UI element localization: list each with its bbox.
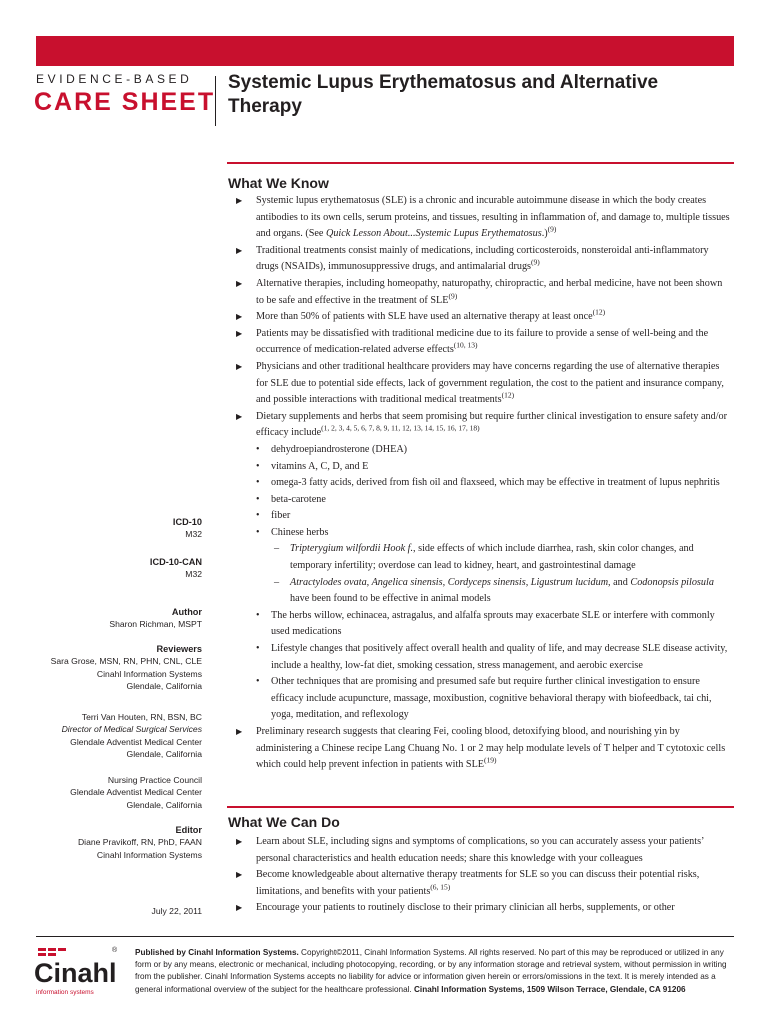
sub-list-item: • The herbs willow, echinacea, astragalus, and alfalfa sprouts may exacerbate SLE or interfere with commonly used medications	[256, 609, 715, 638]
reviewer-location: Glendale, California	[126, 681, 202, 692]
dot-bullet-icon: •	[256, 510, 260, 522]
triangle-bullet-icon: ▶	[236, 245, 243, 255]
triangle-bullet-icon: ▶	[236, 727, 243, 736]
reviewer-2-block	[62, 711, 202, 761]
page-title: Systemic Lupus Erythematosus and Alternative Therapy	[228, 72, 659, 117]
list-item: ▶ Traditional treatments consist mainly of medications, including corticosteroids, nonsteroidal anti-inflammatory drugs (NSAIDs), immunosuppressive drugs, and antimalarial drugs$^{(9)}$	[236, 244, 709, 273]
footer-divider	[36, 936, 734, 937]
footer-body: Copyright©2011, Cinahl Information Systems. All rights reserved. No part of this may be reproduced or utilized in any form or by any means, electronic or mechanical, including photocopying, recording, or by any information storage and retrieval system, without permission in writing from the publisher. Cinahl Information Systems accepts no liability for advice or information given herein or errors/omissions in the text. It is merely intended as a general informational overview of the subject for the healthcare professional.	[135, 948, 727, 994]
editor-label: Editor	[175, 825, 202, 835]
dot-bullet-icon: •	[256, 460, 260, 472]
brand-evidence-based: EVIDENCE-BASED	[36, 72, 193, 86]
sub-list-item: • vitamins A, C, D, and E	[256, 459, 732, 476]
triangle-bullet-icon: ▶	[236, 278, 243, 288]
list-item: ▶ Physicians and other traditional healthcare providers may have concerns regarding the use of alternative therapies for SLE due to potential side effects, lack of government regulation, the cost to the patient and insurance company, and possible interactions with traditional medical treatments$^{(12)}$	[236, 360, 724, 406]
dot-bullet-icon: •	[256, 643, 260, 655]
dot-bullet-icon: •	[256, 609, 260, 621]
sub-list-item: • Chinese herbs	[256, 525, 732, 542]
list-item: ▶ More than 50% of patients with SLE have used an alternative therapy at least once$^{(12)}$	[236, 309, 732, 326]
publication-date: July 22, 2011	[151, 906, 202, 916]
section-heading-can-do: What We Can Do	[228, 814, 340, 830]
logo-bar	[58, 948, 66, 951]
author-name: Sharon Richman, MSPT	[109, 619, 202, 630]
triangle-bullet-icon: ▶	[236, 903, 243, 913]
footer-copyright	[135, 947, 735, 996]
logo-wordmark: Cinahl	[34, 958, 117, 988]
triangle-bullet-icon: ▶	[236, 870, 243, 880]
sub-list-item: • Other techniques that are promising and presumed safe but require further clinical investigation to ensure efficacy include acupuncture, massage, moxibustion, cognitive behavioral therapy with biofeedback, tai chi, yoga, meditation, and reflexology	[256, 676, 712, 721]
list-item: ▶ Learn about SLE, including signs and symptoms of complications, so you can accurately assess your patients’ personal characteristics and health education needs; share this knowledge with your colleagues	[236, 836, 704, 864]
icd10-value: M32	[185, 529, 202, 540]
list-item: ▶ Encourage your patients to routinely disclose to their primary clinician all herbs, supplements, or other	[236, 900, 732, 917]
triangle-bullet-icon: ▶	[236, 196, 243, 205]
reviewers-block	[51, 643, 202, 693]
reviewers-label: Reviewers	[156, 644, 202, 654]
sub-list-item: • omega-3 fatty acids, derived from fish oil and flaxseed, which may be effective in treatment of lupus nephritis	[256, 475, 732, 492]
section-rule-know	[227, 162, 734, 164]
herb-item: – Tripterygium wilfordii Hook f., side effects of which include diarrhea, rash, skin color changes, and temporary infertility; overdose can lead to kidney, heart, and gastrointestinal damage	[274, 543, 694, 572]
sub-list-item: • Lifestyle changes that positively affect overall health and quality of life, and may decrease SLE disease activity, include a healthy, low-fat diet, smoking cessation, stress management, and aerobic exercise	[256, 643, 728, 671]
brand-care-sheet: CARE SHEET	[34, 88, 216, 116]
icd10can-value: M32	[185, 569, 202, 580]
list-item: ▶ Become knowledgeable about alternative therapy treatments for SLE so you can discuss their potential risks, limitations, and benefits with your patients$^{(6, 15)}$	[236, 869, 700, 897]
dash-bullet-icon: –	[274, 543, 280, 555]
reviewer-name: Terri Van Houten, RN, BSN, BC	[81, 712, 202, 722]
triangle-bullet-icon: ▶	[236, 328, 243, 338]
reviewer-name: Sara Grose, MSN, RN, PHN, CNL, CLE	[50, 656, 202, 667]
icd10-block	[173, 516, 202, 541]
list-item: ▶ Patients may be dissatisfied with traditional medicine due to its failure to provide a sense of well-being and the occurrence of medication-related adverse effects$^{(10, 13)}$	[236, 327, 709, 356]
logo-tagline: information systems	[36, 989, 94, 996]
logo-bar	[48, 953, 56, 956]
reviewer-3-block	[70, 774, 202, 811]
list-item: ▶ Systemic lupus erythematosus (SLE) is a chronic and incurable autoimmune disease in which the body creates antibodies to its own cells, serum proteins, and tissues, resulting in inflammation of, and damage to, multiple tissues and organs. (See Quick Lesson About...Systemic Lupus Erythematosus.)$^{(9)}$	[236, 195, 730, 240]
logo-bar	[38, 948, 46, 951]
logo-bar	[38, 953, 46, 956]
dot-bullet-icon: •	[256, 477, 260, 489]
sub-list-item: • fiber	[256, 508, 732, 525]
sub-list-item: • dehydroepiandrosterone (DHEA)	[256, 442, 732, 459]
dot-bullet-icon: •	[256, 443, 260, 455]
know-content	[236, 193, 732, 774]
reviewer-location: Glendale, California	[126, 749, 202, 760]
header-red-bar	[36, 36, 734, 66]
cinahl-logo	[34, 942, 118, 998]
dot-bullet-icon: •	[256, 676, 260, 688]
can-do-content	[236, 834, 732, 917]
list-item: ▶ Dietary supplements and herbs that seem promising but require further clinical investigation to ensure safety and/or efficacy include$^{(1, 2, 3, 4, 5, 6, 7, 8, 9, 11, 12, 13, 14, 15, 16, 17, 18)}$	[236, 410, 728, 439]
reviewer-org: Glendale Adventist Medical Center	[70, 787, 202, 798]
know-list	[236, 193, 732, 774]
editor-org: Cinahl Information Systems	[96, 849, 202, 860]
section-rule-can-do	[227, 806, 734, 808]
icd10-label: ICD-10	[172, 517, 202, 527]
sub-list-item: • beta-carotene	[256, 492, 732, 509]
triangle-bullet-icon: ▶	[236, 837, 243, 846]
author-block	[109, 606, 202, 631]
triangle-bullet-icon: ▶	[236, 361, 243, 371]
editor-name: Diane Pravikoff, RN, PhD, FAAN	[77, 837, 202, 848]
reviewer-location: Glendale, California	[126, 799, 202, 810]
author-label: Author	[171, 607, 202, 617]
logo-bar	[48, 948, 56, 951]
icd10can-label: ICD-10-CAN	[149, 557, 202, 567]
reviewer-title: Director of Medical Surgical Services	[61, 724, 202, 735]
footer-publisher: Published by Cinahl Information Systems.	[135, 948, 299, 957]
triangle-bullet-icon: ▶	[236, 411, 243, 421]
dash-bullet-icon: –	[274, 576, 280, 588]
dot-bullet-icon: •	[256, 526, 260, 538]
herb-item: – Atractylodes ovata, Angelica sinensis, Cordyceps sinensis, Ligustrum lucidum, and Codonopsis pilosula have been found to be effective in animal models	[274, 576, 714, 605]
reviewer-org: Glendale Adventist Medical Center	[70, 736, 202, 747]
reviewer-org: Cinahl Information Systems	[96, 668, 202, 679]
reviewer-name: Nursing Practice Council	[107, 775, 202, 785]
triangle-bullet-icon: ▶	[236, 312, 243, 322]
list-item: ▶ Alternative therapies, including homeopathy, naturopathy, chiropractic, and herbal medicine, have not been shown to be safe and effective in the treatment of SLE$^{(9)}$	[236, 277, 723, 306]
dot-bullet-icon: •	[256, 493, 260, 505]
list-item: ▶ Preliminary research suggests that clearing Fei, cooling blood, detoxifying blood, and nourishing yin by administering a Chinese recipe Lang Chuang No. 1 or 2 may help modulate levels of T helper and T cytotoxic cells which could help prevent infection in patients with SLE$^{(19)}$	[236, 726, 726, 771]
footer-address: Cinahl Information Systems, 1509 Wilson Terrace, Glendale, CA 91206	[414, 984, 686, 994]
can-do-list	[236, 834, 732, 917]
section-heading-know: What We Know	[228, 175, 329, 191]
icd10can-block	[150, 556, 202, 581]
logo-registered-mark: ®	[112, 947, 118, 954]
editor-block	[78, 824, 202, 861]
header-divider	[215, 76, 216, 126]
